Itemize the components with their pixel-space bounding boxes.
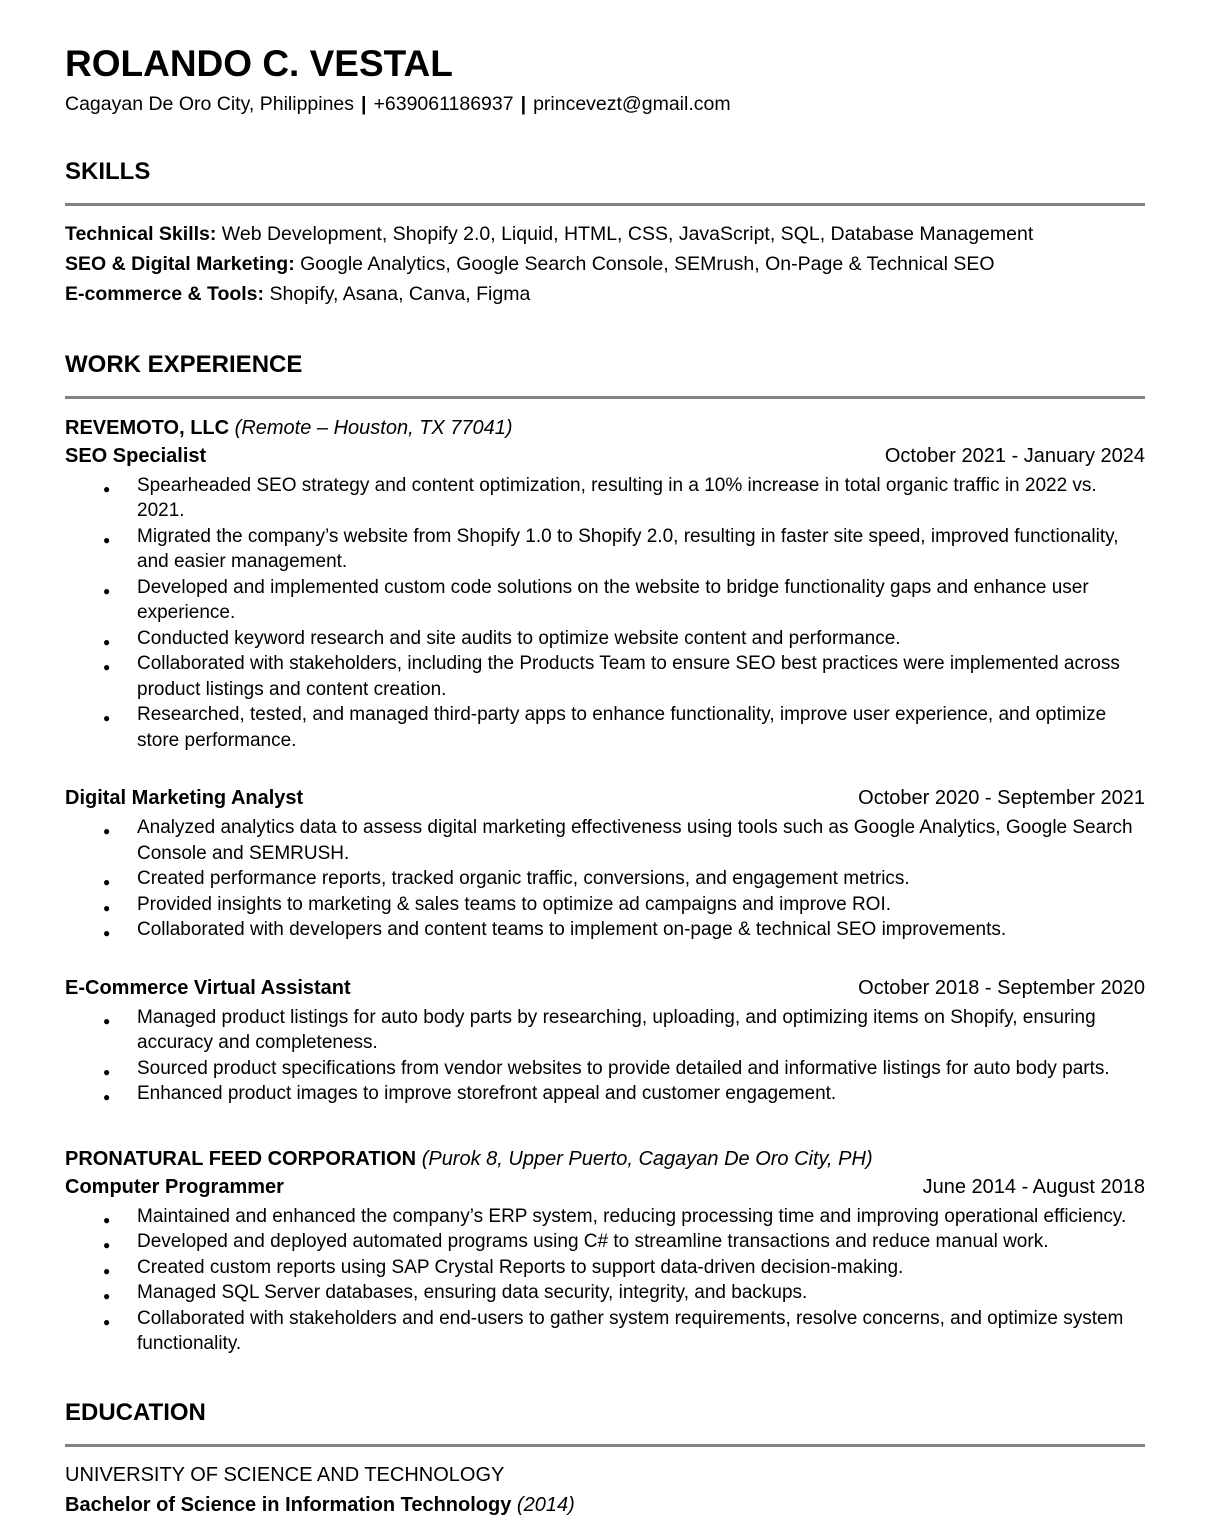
contact-separator: | [361, 92, 367, 115]
bullet-item: ● Collaborated with stakeholders and end-users to gather system requirements, resolve concerns, and optimize system functionality. [137, 1306, 1145, 1357]
skills-section [65, 158, 1145, 309]
role-header [65, 974, 1145, 1002]
bullet-item: ● Created custom reports using SAP Crystal Reports to support data-driven decision-making. [137, 1255, 1145, 1281]
skills-line-technical [65, 219, 1145, 249]
bullet-item: ● Sourced product specifications from vendor websites to provide detailed and informative listings for auto body parts. [137, 1056, 1145, 1082]
role-dates: October 2020 - September 2021 [858, 787, 1145, 810]
contact-phone: +639061186937 [373, 92, 514, 115]
company-name: PRONATURAL FEED CORPORATION [65, 1147, 417, 1170]
bullet-item: ● Collaborated with developers and content teams to implement on-page & technical SEO improvements. [137, 917, 1145, 943]
skills-label: Technical Skills: [65, 222, 217, 245]
role-title: E-Commerce Virtual Assistant [65, 976, 351, 999]
company-name: REVEMOTO, LLC [65, 416, 230, 439]
skills-label: E-commerce & Tools: [65, 282, 265, 305]
resume-header [65, 44, 1145, 116]
skills-value: Google Analytics, Google Search Console, SEMrush, On-Page & Technical SEO [294, 252, 995, 275]
skills-line-seo [65, 249, 1145, 279]
company-line [65, 414, 1145, 442]
skills-value: Web Development, Shopify 2.0, Liquid, HTML, CSS, JavaScript, SQL, Database Management [216, 222, 1034, 245]
bullet-item: ● Developed and implemented custom code solutions on the website to bridge functionality gaps and enhance user experience. [137, 575, 1145, 626]
education-degree: Bachelor of Science in Information Technology [65, 1493, 512, 1516]
role-block-seo-specialist [65, 442, 1145, 754]
bullet-item: ● Developed and deployed automated programs using C# to streamline transactions and reduce manual work. [137, 1229, 1145, 1255]
bullet-list [65, 1005, 1145, 1107]
role-header [65, 1173, 1145, 1201]
education-degree-line [65, 1490, 1145, 1520]
contact-location: Cagayan De Oro City, Philippines [65, 92, 355, 115]
role-title: SEO Specialist [65, 444, 207, 467]
bullet-list [65, 1204, 1145, 1357]
contact-email: princevezt@gmail.com [533, 92, 731, 115]
role-header [65, 784, 1145, 812]
company-location: (Purok 8, Upper Puerto, Cagayan De Oro City, PH) [421, 1147, 873, 1170]
bullet-item: ● Maintained and enhanced the company’s ERP system, reducing processing time and improving operational efficiency. [137, 1204, 1145, 1230]
bullet-list [65, 815, 1145, 943]
bullet-item: ● Researched, tested, and managed third-party apps to enhance functionality, improve user experience, and optimize store performance. [137, 702, 1145, 753]
skills-line-ecommerce [65, 279, 1145, 309]
bullet-item: ● Spearheaded SEO strategy and content optimization, resulting in a 10% increase in total organic traffic in 2022 vs. 2021. [137, 473, 1145, 524]
company-line [65, 1145, 1145, 1173]
role-header [65, 442, 1145, 470]
education-school: UNIVERSITY OF SCIENCE AND TECHNOLOGY [65, 1463, 505, 1486]
contact-line [65, 93, 1145, 116]
skills-label: SEO & Digital Marketing: [65, 252, 295, 275]
education-year: (2014) [511, 1493, 575, 1516]
education-section [65, 1399, 1145, 1520]
section-divider [65, 203, 1145, 206]
bullet-item: ● Managed SQL Server databases, ensuring data security, integrity, and backups. [137, 1280, 1145, 1306]
skills-value: Shopify, Asana, Canva, Figma [264, 282, 531, 305]
work-experience-section [65, 351, 1145, 1357]
role-title: Computer Programmer [65, 1175, 284, 1198]
bullet-item: ● Managed product listings for auto body parts by researching, uploading, and optimizing items on Shopify, ensuring accuracy and completeness. [137, 1005, 1145, 1056]
bullet-item: ● Created performance reports, tracked organic traffic, conversions, and engagement metrics. [137, 866, 1145, 892]
role-block-ecommerce-virtual-assistant [65, 974, 1145, 1107]
education-heading: EDUCATION [65, 1398, 206, 1426]
contact-separator: | [520, 92, 527, 115]
role-title: Digital Marketing Analyst [65, 787, 304, 810]
company-location: (Remote – Houston, TX 77041) [234, 416, 513, 439]
role-dates: June 2014 - August 2018 [922, 1175, 1145, 1198]
bullet-item: ● Migrated the company’s website from Shopify 1.0 to Shopify 2.0, resulting in faster site speed, improved functionality, and easier management. [137, 524, 1145, 575]
section-divider [65, 396, 1145, 399]
bullet-list [65, 473, 1145, 754]
role-dates: October 2018 - September 2020 [858, 976, 1145, 999]
bullet-item: ● Enhanced product images to improve storefront appeal and customer engagement. [137, 1081, 1145, 1107]
bullet-item: ● Collaborated with stakeholders, including the Products Team to ensure SEO best practices were implemented across product listings and content creation. [137, 651, 1145, 702]
section-divider [65, 1444, 1145, 1447]
role-dates: October 2021 - January 2024 [884, 444, 1145, 467]
skills-heading: SKILLS [65, 157, 151, 185]
bullet-item: ● Conducted keyword research and site audits to optimize website content and performance. [137, 626, 1145, 652]
bullet-item: ● Analyzed analytics data to assess digital marketing effectiveness using tools such as Google Analytics, Google Search Console and SEMRUSH. [137, 815, 1145, 866]
bullet-item: ● Provided insights to marketing & sales teams to optimize ad campaigns and improve ROI. [137, 892, 1145, 918]
company-block-pronatural [65, 1145, 1145, 1357]
company-block-revemoto [65, 414, 1145, 1107]
role-block-computer-programmer [65, 1173, 1145, 1357]
role-block-digital-marketing-analyst [65, 784, 1145, 943]
person-name: ROLANDO C. VESTAL [65, 43, 453, 84]
work-experience-heading: WORK EXPERIENCE [65, 350, 303, 378]
